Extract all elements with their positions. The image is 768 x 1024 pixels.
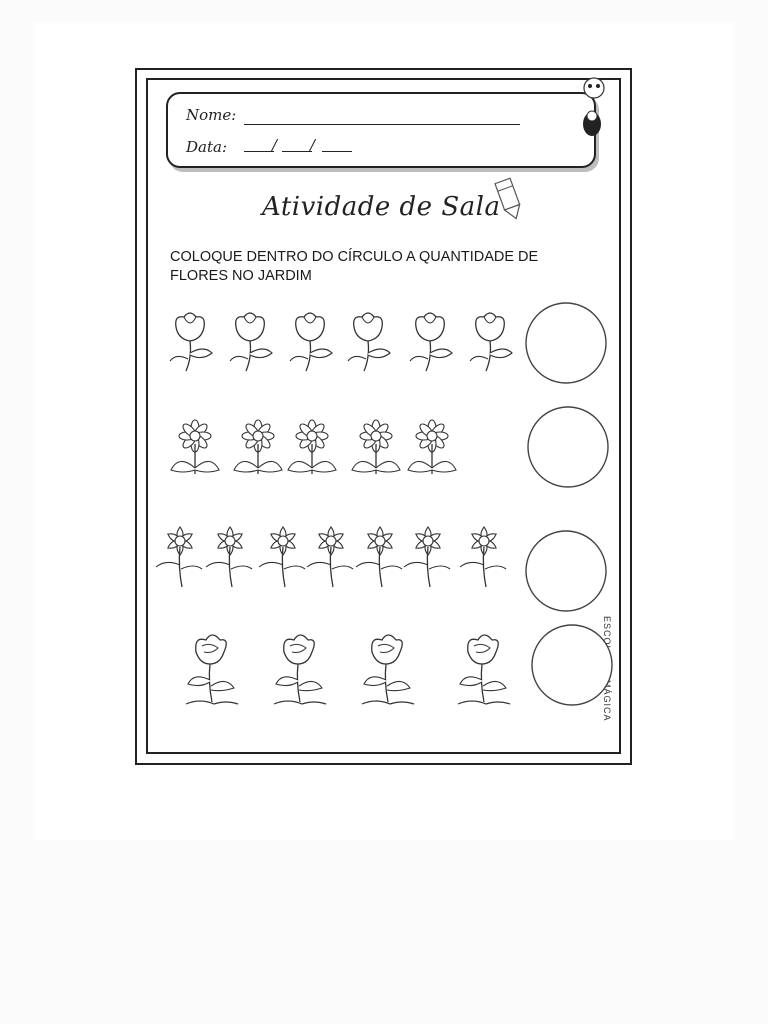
date-label: Data: xyxy=(186,138,227,156)
page-title: Atividade de Sala xyxy=(262,192,501,222)
date-separator: / xyxy=(272,136,278,154)
daisy-icon xyxy=(408,420,456,474)
tulip-icon xyxy=(410,313,452,371)
tulip-icon xyxy=(348,313,390,371)
star-flower-icon xyxy=(206,527,252,587)
rose-icon xyxy=(458,635,510,704)
tulip-icon xyxy=(170,313,212,371)
rose-icon xyxy=(274,635,326,704)
name-label: Nome: xyxy=(186,106,237,124)
star-flower-icon xyxy=(156,527,202,587)
star-flower-icon xyxy=(404,527,450,587)
answer-circle-3[interactable] xyxy=(526,531,606,611)
tulip-icon xyxy=(290,313,332,371)
daisy-icon xyxy=(288,420,336,474)
answer-circle-4[interactable] xyxy=(532,625,612,705)
star-flower-icon xyxy=(356,527,402,587)
daisy-icon xyxy=(171,420,219,474)
star-flower-icon xyxy=(460,527,506,587)
date-separator: / xyxy=(310,136,316,154)
answer-circle-1[interactable] xyxy=(526,303,606,383)
instructions-text: COLOQUE DENTRO DO CÍRCULO A QUANTIDADE DE FLORES NO JARDIM xyxy=(170,249,539,284)
tulip-icon xyxy=(470,313,512,371)
daisy-icon xyxy=(352,420,400,474)
star-flower-icon xyxy=(259,527,305,587)
flower-row-4 xyxy=(186,635,510,704)
flower-row-1 xyxy=(170,313,512,371)
star-flower-icon xyxy=(307,527,353,587)
rose-icon xyxy=(186,635,238,704)
flower-row-2 xyxy=(171,420,456,474)
flower-row-3 xyxy=(156,527,506,587)
tulip-icon xyxy=(230,313,272,371)
daisy-icon xyxy=(234,420,282,474)
answer-circle-2[interactable] xyxy=(528,407,608,487)
mascot-icon xyxy=(583,78,604,136)
rose-icon xyxy=(362,635,414,704)
pencil-icon xyxy=(495,178,524,221)
